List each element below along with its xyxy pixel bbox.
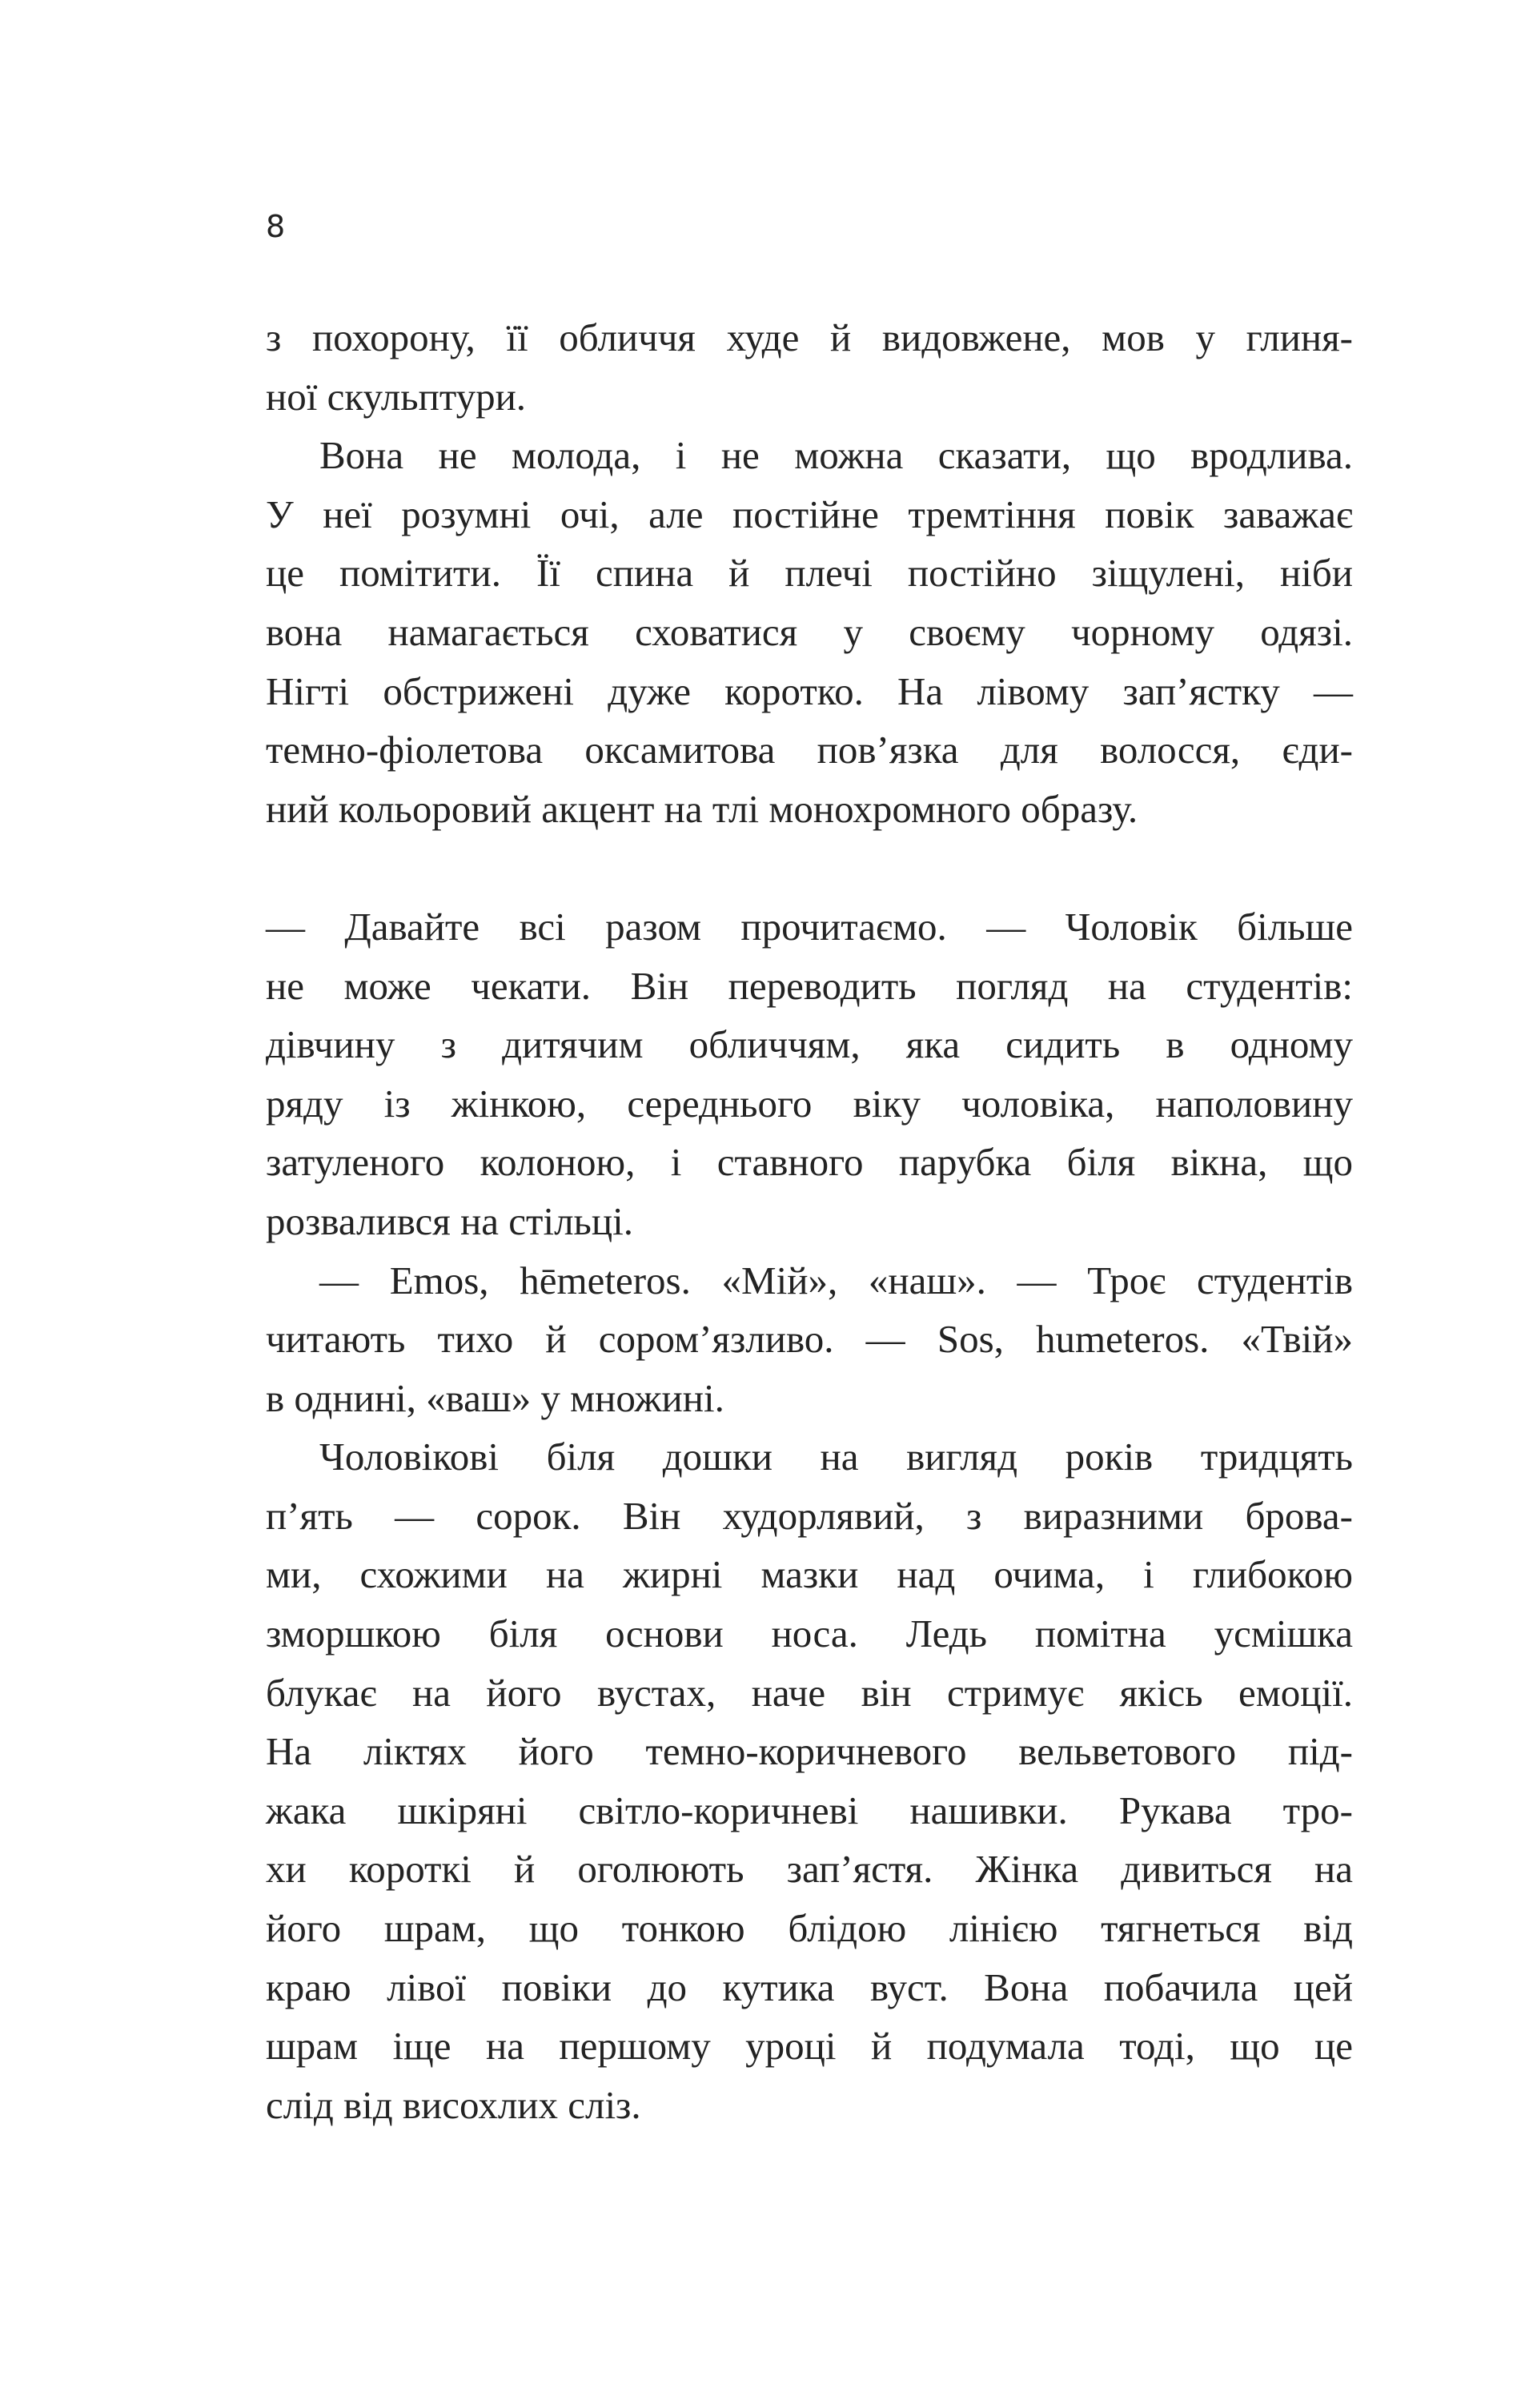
- text-line: читають тихо й сором’язливо. — Sos, humeteros. «Твій»: [266, 1317, 1353, 1362]
- text-line: — Emos, hēmeteros. «Мій», «наш». — Троє студентів: [319, 1258, 1353, 1302]
- text-line: На ліктях його темно-коричневого вельветового під-: [266, 1729, 1353, 1774]
- text-line: Чоловікові біля дошки на вигляд років тридцять: [319, 1435, 1353, 1479]
- text-line: темно-фіолетова оксамитова пов’язка для волосся, єди-: [266, 728, 1353, 773]
- text-line: п’ять — сорок. Він худорлявий, з виразними брова-: [266, 1493, 1353, 1538]
- text-line: Нігті обстрижені дуже коротко. На лівому зап’ястку —: [266, 668, 1353, 713]
- text-line: ний кольоровий акцент на тлі монохромного образу.: [266, 786, 1138, 831]
- text-line: блукає на його вустах, наче він стримує якісь емоції.: [266, 1670, 1353, 1715]
- text-line: його шрам, що тонкою блідою лінією тягнеться від: [266, 1906, 1353, 1951]
- paragraph: [266, 426, 1353, 838]
- text-line: ми, схожими на жирні мазки над очима, і глибокою: [266, 1552, 1353, 1597]
- text-line: краю лівої повіки до кутика вуст. Вона побачила цей: [266, 1965, 1353, 2009]
- text-line: — Давайте всі разом прочитаємо. — Чоловік більше: [266, 904, 1353, 949]
- text-line: ної скульптури.: [266, 374, 527, 419]
- text-line: вона намагається сховатися у своєму чорному одязі.: [266, 609, 1353, 654]
- body-text: [266, 308, 1353, 2134]
- paragraph: [266, 897, 1353, 1251]
- text-line: жака шкіряні світло-коричневі нашивки. Рукава тро-: [266, 1788, 1353, 1832]
- text-line: з похорону, її обличчя худе й видовжене, мов у глиня-: [266, 315, 1353, 359]
- text-line: слід від висохлих сліз.: [266, 2082, 641, 2127]
- text-line: не може чекати. Він переводить погляд на студентів:: [266, 963, 1353, 1008]
- text-line: ряду із жінкою, середнього віку чоловіка, наполовину: [266, 1081, 1353, 1126]
- text-line: в однині, «ваш» у множині.: [266, 1375, 724, 1420]
- text-line: хи короткі й оголюють зап’ястя. Жінка дивиться на: [266, 1847, 1353, 1892]
- text-line: У неї розумні очі, але постійне тремтіння повік заважає: [266, 492, 1353, 536]
- paragraph: [266, 308, 1353, 426]
- text-line: шрам іще на першому уроці й подумала тоді, що це: [266, 2024, 1353, 2069]
- text-line: зморшкою біля основи носа. Ледь помітна усмішка: [266, 1611, 1353, 1656]
- paragraph: [266, 1251, 1353, 1428]
- page-number: 8: [266, 209, 286, 244]
- text-line: дівчину з дитячим обличчям, яка сидить в одному: [266, 1022, 1353, 1067]
- paragraph-break: [266, 838, 1353, 897]
- text-line: затуленого колоною, і ставного парубка біля вікна, що: [266, 1140, 1353, 1185]
- paragraph: [266, 1427, 1353, 2134]
- text-line: розвалився на стільці.: [266, 1198, 633, 1243]
- text-line: це помітити. Її спина й плечі постійно зіщулені, ніби: [266, 551, 1353, 596]
- text-line: Вона не молода, і не можна сказати, що вродлива.: [319, 433, 1353, 478]
